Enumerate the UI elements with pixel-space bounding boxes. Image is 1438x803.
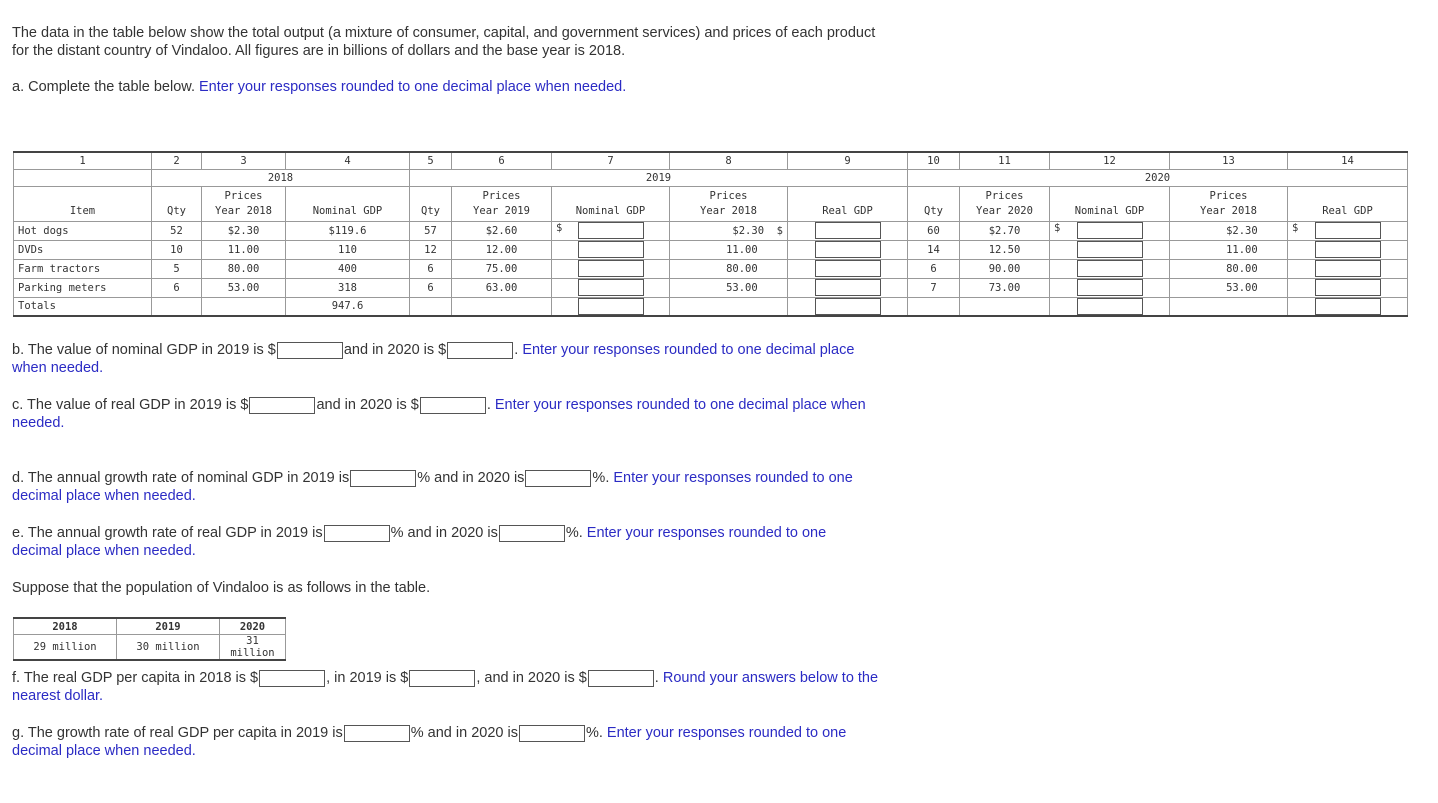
qty-2018: 5	[152, 259, 202, 278]
nominal-gdp-2019-total-cell	[552, 297, 670, 316]
part-c-post: .	[486, 397, 495, 413]
real-gdp-header: Real GDP	[788, 186, 908, 221]
intro-line-1: The data in the table below show the total output (a mixture of consumer, capital, and government services) and prices of each product	[12, 25, 876, 41]
base-price-2019-cell: 53.00	[670, 278, 788, 297]
pop-value-2018: 29 million	[14, 635, 117, 661]
nominal-gdp-2020-input[interactable]	[1077, 279, 1143, 296]
pop-year-2019: 2019	[117, 618, 220, 635]
nominal-gdp-2020-cell	[1050, 259, 1170, 278]
qty-2019: 6	[410, 278, 452, 297]
base-price-2020-cell: 53.00	[1170, 278, 1288, 297]
blank-cell	[670, 297, 788, 316]
qty-header: Qty	[152, 186, 202, 221]
qty-2018: 6	[152, 278, 202, 297]
price-2019: 63.00	[452, 278, 552, 297]
real-gdp-2019-answer[interactable]	[249, 397, 315, 414]
col-num: 7	[552, 152, 670, 169]
pop-value-2019: 30 million	[117, 635, 220, 661]
price-2020: 90.00	[960, 259, 1050, 278]
item-header: Item	[14, 186, 152, 221]
real-gdp-per-capita-2019-answer[interactable]	[409, 670, 475, 687]
nominal-gdp-2019-input[interactable]	[578, 241, 644, 258]
qty-2019: 57	[410, 221, 452, 240]
qty-2018: 52	[152, 221, 202, 240]
year-2018-header: 2018	[152, 169, 410, 186]
part-f-prompt	[12, 669, 878, 705]
base-price-2019-cell: 11.00	[670, 240, 788, 259]
part-g-mid: % and in 2020 is	[410, 725, 518, 741]
col-num: 8	[670, 152, 788, 169]
real-gdp-2020-total-cell	[1288, 297, 1408, 316]
real-gdp-2019-total-input[interactable]	[815, 298, 881, 315]
real-gdp-2020-cell: $	[1288, 221, 1408, 240]
part-e-hint: Enter your responses rounded to one	[586, 525, 827, 541]
population-year-row	[14, 618, 286, 635]
intro-line-2: for the distant country of Vindaloo. All figures are in billions of dollars and the base year is 2018.	[12, 43, 626, 59]
col-num: 14	[1288, 152, 1408, 169]
nominal-gdp-2018: $119.6	[286, 221, 410, 240]
part-g-hint: Enter your responses rounded to one	[606, 725, 847, 741]
item-name: Parking meters	[14, 278, 152, 297]
part-e-hint-2: decimal place when needed.	[12, 543, 196, 559]
base-price-2020-cell: $2.30	[1170, 221, 1288, 240]
nominal-gdp-2019-input[interactable]	[578, 279, 644, 296]
population-value-row	[14, 635, 286, 661]
part-a-text: a. Complete the table below.	[12, 79, 200, 95]
pop-value-2020: 31 million	[220, 635, 286, 661]
col-num: 2	[152, 152, 202, 169]
real-gdp-2019-cell	[788, 278, 908, 297]
gdp-table	[13, 151, 1408, 317]
prices-2018-header: Prices Year 2018	[202, 186, 286, 221]
pop-year-2020: 2020	[220, 618, 286, 635]
real-gdp-2020-total-input[interactable]	[1315, 298, 1381, 315]
part-f-mid-2: , and in 2020 is $	[476, 670, 587, 686]
part-f-post: .	[654, 670, 663, 686]
item-name: DVDs	[14, 240, 152, 259]
nominal-gdp-2018-total: 947.6	[286, 297, 410, 316]
header-row	[14, 186, 1408, 221]
part-c-text: c. The value of real GDP in 2019 is $	[12, 397, 249, 413]
nominal-gdp-2019-cell: $	[552, 221, 670, 240]
per-capita-growth-2019-answer[interactable]	[344, 725, 410, 742]
qty-header: Qty	[908, 186, 960, 221]
nominal-gdp-2020-total-input[interactable]	[1077, 298, 1143, 315]
real-gdp-2020-cell	[1288, 259, 1408, 278]
blank-cell	[908, 297, 960, 316]
qty-2020: 7	[908, 278, 960, 297]
nominal-gdp-header: Nominal GDP	[552, 186, 670, 221]
nominal-gdp-2018: 318	[286, 278, 410, 297]
part-b-prompt	[12, 341, 854, 377]
base-price-2019-cell: 80.00	[670, 259, 788, 278]
qty-header: Qty	[410, 186, 452, 221]
col-num: 4	[286, 152, 410, 169]
real-gdp-2019-total-cell	[788, 297, 908, 316]
part-g-post: %.	[585, 725, 607, 741]
prices-2020-header: Prices Year 2020	[960, 186, 1050, 221]
col-num: 6	[452, 152, 552, 169]
real-gdp-per-capita-2018-answer[interactable]	[259, 670, 325, 687]
totals-label: Totals	[14, 297, 152, 316]
real-gdp-2020-input[interactable]	[1315, 241, 1381, 258]
blank-cell	[202, 297, 286, 316]
prices-base-header: Prices Year 2018	[670, 186, 788, 221]
part-a-hint: Enter your responses rounded to one decimal place when needed.	[199, 79, 627, 95]
part-e-post: %.	[565, 525, 587, 541]
part-b-mid: and in 2020 is $	[343, 342, 447, 358]
real-gdp-2020-input[interactable]	[1315, 279, 1381, 296]
price-2020: 73.00	[960, 278, 1050, 297]
real-gdp-2020-input[interactable]	[1315, 260, 1381, 277]
qty-2020: 6	[908, 259, 960, 278]
part-d-prompt	[12, 469, 853, 505]
price-2018: 53.00	[202, 278, 286, 297]
real-gdp-2019-input[interactable]	[815, 241, 881, 258]
qty-2018: 10	[152, 240, 202, 259]
price-2020: 12.50	[960, 240, 1050, 259]
nominal-gdp-2020-input[interactable]	[1077, 260, 1143, 277]
part-e-mid: % and in 2020 is	[390, 525, 498, 541]
nominal-gdp-header: Nominal GDP	[1050, 186, 1170, 221]
price-2019: 12.00	[452, 240, 552, 259]
part-e-text: e. The annual growth rate of real GDP in 2019 is	[12, 525, 323, 541]
nominal-gdp-2020-answer[interactable]	[447, 342, 513, 359]
intro-text	[12, 24, 875, 60]
part-f-text: f. The real GDP per capita in 2018 is $	[12, 670, 259, 686]
part-d-hint-2: decimal place when needed.	[12, 488, 196, 504]
nominal-gdp-2019-answer[interactable]	[277, 342, 343, 359]
nominal-gdp-2019-cell	[552, 240, 670, 259]
year-2020-header: 2020	[908, 169, 1408, 186]
dollar-sign: $	[776, 224, 783, 237]
part-d-mid: % and in 2020 is	[417, 470, 525, 486]
real-gdp-2019-input[interactable]	[815, 260, 881, 277]
part-f-hint-2: nearest dollar.	[12, 688, 104, 704]
population-intro: Suppose that the population of Vindaloo is as follows in the table.	[12, 580, 431, 596]
col-num: 1	[14, 152, 152, 169]
part-c-mid: and in 2020 is $	[316, 397, 419, 413]
nominal-gdp-2020-cell: $	[1050, 221, 1170, 240]
blank-cell	[1170, 297, 1288, 316]
part-b-post: .	[514, 342, 523, 358]
real-gdp-2019-input[interactable]	[815, 279, 881, 296]
part-b-hint: Enter your responses rounded to one decimal place	[522, 342, 855, 358]
prices-base-header: Prices Year 2018	[1170, 186, 1288, 221]
blank-cell	[14, 169, 152, 186]
nominal-gdp-2019-input[interactable]	[578, 222, 644, 239]
real-gdp-2019-cell	[788, 259, 908, 278]
col-num: 11	[960, 152, 1050, 169]
part-f-hint: Round your answers below to the	[662, 670, 879, 686]
per-capita-growth-2020-answer[interactable]	[519, 725, 585, 742]
nominal-gdp-2018: 110	[286, 240, 410, 259]
nominal-gdp-2020-input[interactable]	[1077, 241, 1143, 258]
part-g-hint-2: decimal place when needed.	[12, 743, 196, 759]
column-number-row	[14, 152, 1408, 169]
table-row	[14, 278, 1408, 297]
blank-cell	[410, 297, 452, 316]
part-d-post: %.	[592, 470, 614, 486]
blank-cell	[960, 297, 1050, 316]
qty-2020: 60	[908, 221, 960, 240]
year-2019-header: 2019	[410, 169, 908, 186]
real-gdp-2019-input[interactable]	[815, 222, 881, 239]
totals-row	[14, 297, 1408, 316]
nominal-gdp-2018: 400	[286, 259, 410, 278]
price-2020: $2.70	[960, 221, 1050, 240]
real-gdp-per-capita-2020-answer[interactable]	[588, 670, 654, 687]
nominal-gdp-2019-input[interactable]	[578, 260, 644, 277]
table-row	[14, 240, 1408, 259]
part-d-hint: Enter your responses rounded to one	[613, 470, 853, 486]
col-num: 12	[1050, 152, 1170, 169]
qty-2020: 14	[908, 240, 960, 259]
col-num: 10	[908, 152, 960, 169]
real-gdp-2020-cell	[1288, 278, 1408, 297]
part-a-prompt	[12, 78, 626, 96]
nominal-gdp-2020-cell	[1050, 278, 1170, 297]
part-c-hint-2: needed.	[12, 415, 65, 431]
base-price-2020-cell: 80.00	[1170, 259, 1288, 278]
real-gdp-header: Real GDP	[1288, 186, 1408, 221]
prices-2019-header: Prices Year 2019	[452, 186, 552, 221]
base-price-2019-cell: $2.30 $	[670, 221, 788, 240]
price-2019: 75.00	[452, 259, 552, 278]
real-growth-2020-answer[interactable]	[499, 525, 565, 542]
base-price-2020-cell: 11.00	[1170, 240, 1288, 259]
pop-year-2018: 2018	[14, 618, 117, 635]
qty-2019: 12	[410, 240, 452, 259]
part-f-mid-1: , in 2019 is $	[326, 670, 409, 686]
item-name: Farm tractors	[14, 259, 152, 278]
part-g-text: g. The growth rate of real GDP per capita in 2019 is	[12, 725, 343, 741]
table-row	[14, 221, 1408, 240]
item-name: Hot dogs	[14, 221, 152, 240]
real-gdp-2020-answer[interactable]	[420, 397, 486, 414]
qty-2019: 6	[410, 259, 452, 278]
real-gdp-2020-input[interactable]	[1315, 222, 1381, 239]
real-growth-2019-answer[interactable]	[324, 525, 390, 542]
part-c-hint: Enter your responses rounded to one decimal place when	[494, 397, 866, 413]
col-num: 5	[410, 152, 452, 169]
blank-cell	[152, 297, 202, 316]
nominal-gdp-2019-cell	[552, 259, 670, 278]
part-g-prompt	[12, 724, 846, 760]
table-row	[14, 259, 1408, 278]
col-num: 13	[1170, 152, 1288, 169]
nominal-gdp-2019-cell	[552, 278, 670, 297]
real-gdp-2020-cell	[1288, 240, 1408, 259]
col-num: 9	[788, 152, 908, 169]
real-gdp-2019-cell	[788, 221, 908, 240]
nominal-growth-2019-answer[interactable]	[350, 470, 416, 487]
part-e-prompt	[12, 524, 826, 560]
nominal-gdp-header: Nominal GDP	[286, 186, 410, 221]
nominal-growth-2020-answer[interactable]	[525, 470, 591, 487]
part-c-prompt	[12, 396, 866, 432]
real-gdp-2019-cell	[788, 240, 908, 259]
blank-cell	[452, 297, 552, 316]
nominal-gdp-2019-total-input[interactable]	[578, 298, 644, 315]
price-2018: 11.00	[202, 240, 286, 259]
nominal-gdp-2020-cell	[1050, 240, 1170, 259]
nominal-gdp-2020-total-cell	[1050, 297, 1170, 316]
part-b-hint-2: when needed.	[12, 360, 104, 376]
part-d-text: d. The annual growth rate of nominal GDP in 2019 is	[12, 470, 350, 486]
price-2018: $2.30	[202, 221, 286, 240]
col-num: 3	[202, 152, 286, 169]
price-2018: 80.00	[202, 259, 286, 278]
year-row	[14, 169, 1408, 186]
part-b-text: b. The value of nominal GDP in 2019 is $	[12, 342, 276, 358]
population-table	[13, 617, 286, 661]
nominal-gdp-2020-input[interactable]	[1077, 222, 1143, 239]
price-2019: $2.60	[452, 221, 552, 240]
